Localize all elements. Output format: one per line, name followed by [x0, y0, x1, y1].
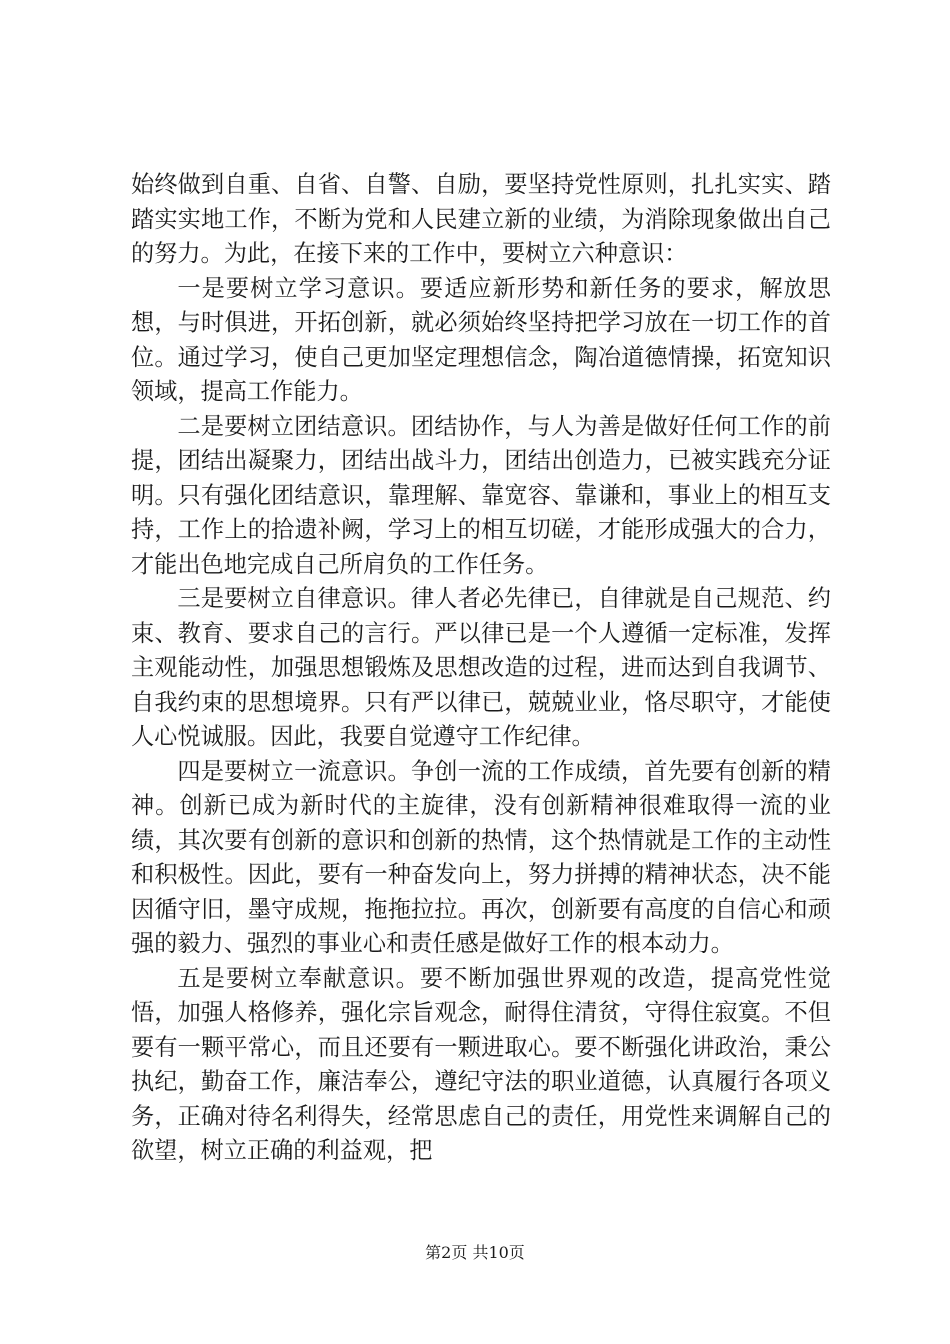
paragraph-continuation: 始终做到自重、自省、自警、自励，要坚持党性原则，扎扎实实、踏踏实实地工作，不断为党和人民建立新的业绩，为消除现象做出自己的努力。为此，在接下来的工作中，要树立六种意识：	[131, 171, 831, 267]
paragraph-first-class-awareness: 四是要树立一流意识。争创一流的工作成绩，首先要有创新的精神。创新已成为新时代的主旋律，没有创新精神很难取得一流的业绩，其次要有创新的意识和创新的热情，这个热情就是工作的主动性和积极性。因此，要有一种奋发向上，努力拼搏的精神状态，决不能因循守旧，墨守成规，拖拖拉拉。再次，创新要有高度的自信心和顽强的毅力、强烈的事业心和责任感是做好工作的根本动力。	[131, 757, 831, 957]
paragraph-dedication-awareness: 五是要树立奉献意识。要不断加强世界观的改造，提高党性觉悟，加强人格修养，强化宗旨观念，耐得住清贫，守得住寂寞。不但要有一颗平常心，而且还要有一颗进取心。要不断强化讲政治，秉公执纪，勤奋工作，廉洁奉公，遵纪守法的职业道德，认真履行各项义务，正确对待名利得失，经常思虑自己的责任，用党性来调解自己的欲望，树立正确的利益观，把	[131, 964, 831, 1164]
paragraph-learning-awareness: 一是要树立学习意识。要适应新形势和新任务的要求，解放思想，与时俱进，开拓创新，就必须始终坚持把学习放在一切工作的首位。通过学习，使自己更加坚定理想信念，陶冶道德情操，拓宽知识领域，提高工作能力。	[131, 274, 831, 405]
paragraph-self-discipline-awareness: 三是要树立自律意识。律人者必先律已，自律就是自己规范、约束、教育、要求自己的言行。严以律已是一个人遵循一定标准，发挥主观能动性，加强思想锻炼及思想改造的过程，进而达到自我调节、自我约束的思想境界。只有严以律已，兢兢业业，恪尽职守，才能使人心悦诚服。因此，我要自觉遵守工作纪律。	[131, 585, 831, 750]
paragraph-unity-awareness: 二是要树立团结意识。团结协作，与人为善是做好任何工作的前提，团结出凝聚力，团结出战斗力，团结出创造力，已被实践充分证明。只有强化团结意识，靠理解、靠宽容、靠谦和，事业上的相互支持，工作上的拾遗补阙，学习上的相互切磋，才能形成强大的合力，才能出色地完成自己所肩负的工作任务。	[131, 412, 831, 578]
page-number-footer: 第2页 共10页	[425, 1243, 525, 1262]
document-body	[131, 168, 831, 1169]
